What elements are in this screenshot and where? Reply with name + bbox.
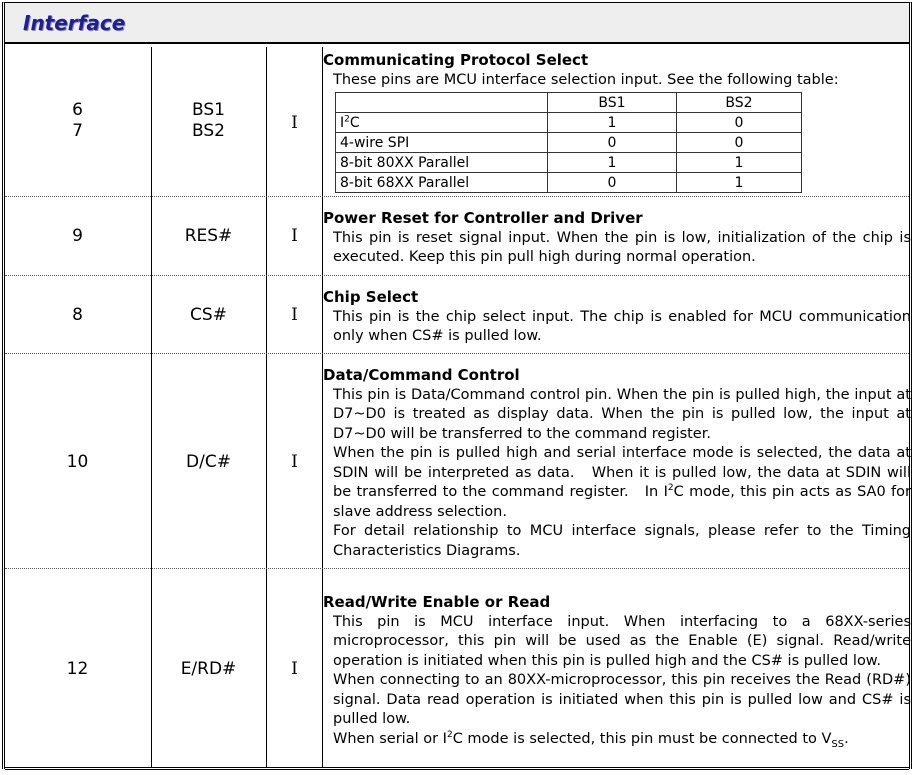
table-row: [5, 569, 909, 767]
pin-number: [5, 100, 150, 142]
bs-table-bs1-value: 0: [548, 173, 677, 193]
bs-table-bs2-value: 1: [677, 153, 802, 173]
pin-description: [323, 366, 911, 561]
description-paragraph: For detail relationship to MCU interface signals, please refer to the Timing Characteristics Diagrams.: [333, 523, 911, 559]
pin-name: [152, 100, 265, 142]
description-paragraph: This pin is MCU interface input. When interfacing to a 68XX-series microprocessor, this pin will be used as the Enable (E) signal. Read/write operation is initiated when this pin is pulled high and the CS# is pulled low.: [333, 613, 911, 669]
pin-type: I: [291, 659, 298, 679]
section-title: Interface: [23, 11, 126, 35]
description-paragraph: When connecting to an 80XX-microprocessor, this pin receives the Read (RD#) signal. Data read operation is initiated when this pin is pulled low and CS# is pulled low.: [333, 672, 911, 727]
description-title: Power Reset for Controller and Driver: [323, 209, 643, 227]
pin-name-bs2: BS2: [192, 121, 225, 141]
bs-table-bs2-value: 0: [677, 133, 802, 153]
pin-type: I: [291, 452, 298, 472]
bs-table-mode: 8-bit 80XX Parallel: [336, 153, 548, 173]
bs-table-mode: 4-wire SPI: [336, 133, 548, 153]
pin-number-bs1: 6: [72, 100, 83, 120]
pin-description: [323, 51, 911, 90]
pin-description: [323, 209, 911, 268]
description-body: [323, 229, 911, 268]
pin-type: I: [291, 113, 298, 133]
bs-table-bs1-value: 1: [548, 153, 677, 173]
description-body: [323, 386, 911, 562]
description-paragraph: When the pin is pulled high and serial interface mode is selected, the data at SDIN will be interpreted as data. When it is pulled low, the data at SDIN will be transferred to the command register. In $I^2C$ mode, this pin acts as SA0 for slave address selection.: [333, 445, 911, 520]
table-row: [5, 197, 909, 276]
section-header: [5, 3, 909, 44]
description-paragraph: When serial or $I^2C$ mode is selected, this pin must be connected to $V_{SS}$.: [333, 729, 849, 750]
bs-table-row: [336, 113, 802, 133]
description-paragraph: This pin is the chip select input. The chip is enabled for MCU communication only when CS# is pulled low.: [333, 308, 911, 344]
bs-table-row: [336, 153, 802, 173]
description-title: Chip Select: [323, 288, 419, 306]
bs-table-mode: $I^2C$: [336, 113, 548, 133]
pin-name-bs1: BS1: [192, 100, 225, 120]
pin-type: I: [291, 305, 298, 325]
bs-table-row: [336, 173, 802, 193]
interface-table-frame: [2, 2, 912, 769]
description-paragraph: This pin is reset signal input. When the pin is low, initialization of the chip is executed. Keep this pin pull high during normal operation.: [333, 229, 911, 265]
bottom-border: [5, 767, 909, 770]
pin-name: CS#: [190, 305, 227, 325]
bs-table-header-bs1: BS1: [548, 93, 677, 113]
pin-number: 9: [72, 226, 83, 246]
table-row: [5, 276, 909, 354]
pin-description: [323, 288, 911, 347]
pin-number: 12: [66, 659, 89, 679]
bs-table-row: [336, 133, 802, 153]
pin-name: RES#: [184, 226, 233, 246]
pin-type: I: [291, 226, 298, 246]
description-paragraph: This pin is Data/Command control pin. When the pin is pulled high, the input at D7~D0 is treated as display data. When the pin is pulled low, the input at D7~D0 will be transferred to the command register.: [333, 386, 911, 442]
bs-table-bs2-value: 1: [677, 173, 802, 193]
description-body: These pins are MCU interface selection input. See the following table:: [333, 71, 839, 88]
description-title: Data/Command Control: [323, 366, 520, 384]
bs-selection-table: [335, 92, 802, 193]
bs-table-bs1-value: 1: [548, 113, 677, 133]
bs-table-mode: 8-bit 68XX Parallel: [336, 173, 548, 193]
description-body: [323, 613, 911, 750]
pin-description: [323, 593, 911, 749]
description-body: [323, 308, 911, 347]
pin-number: 8: [72, 305, 83, 325]
pin-name: D/C#: [186, 452, 231, 472]
bs-table-header-blank: [336, 93, 548, 113]
description-title: Read/Write Enable or Read: [323, 593, 551, 611]
bs-table-header-row: [336, 93, 802, 113]
pin-number: 10: [66, 452, 89, 472]
description-title: Communicating Protocol Select: [323, 51, 589, 69]
bs-table-header-bs2: BS2: [677, 93, 802, 113]
pin-name: E/RD#: [180, 659, 237, 679]
bs-table-bs2-value: 0: [677, 113, 802, 133]
table-row: [5, 354, 909, 569]
bs-table-bs1-value: 0: [548, 133, 677, 153]
pin-number-bs2: 7: [72, 121, 83, 141]
